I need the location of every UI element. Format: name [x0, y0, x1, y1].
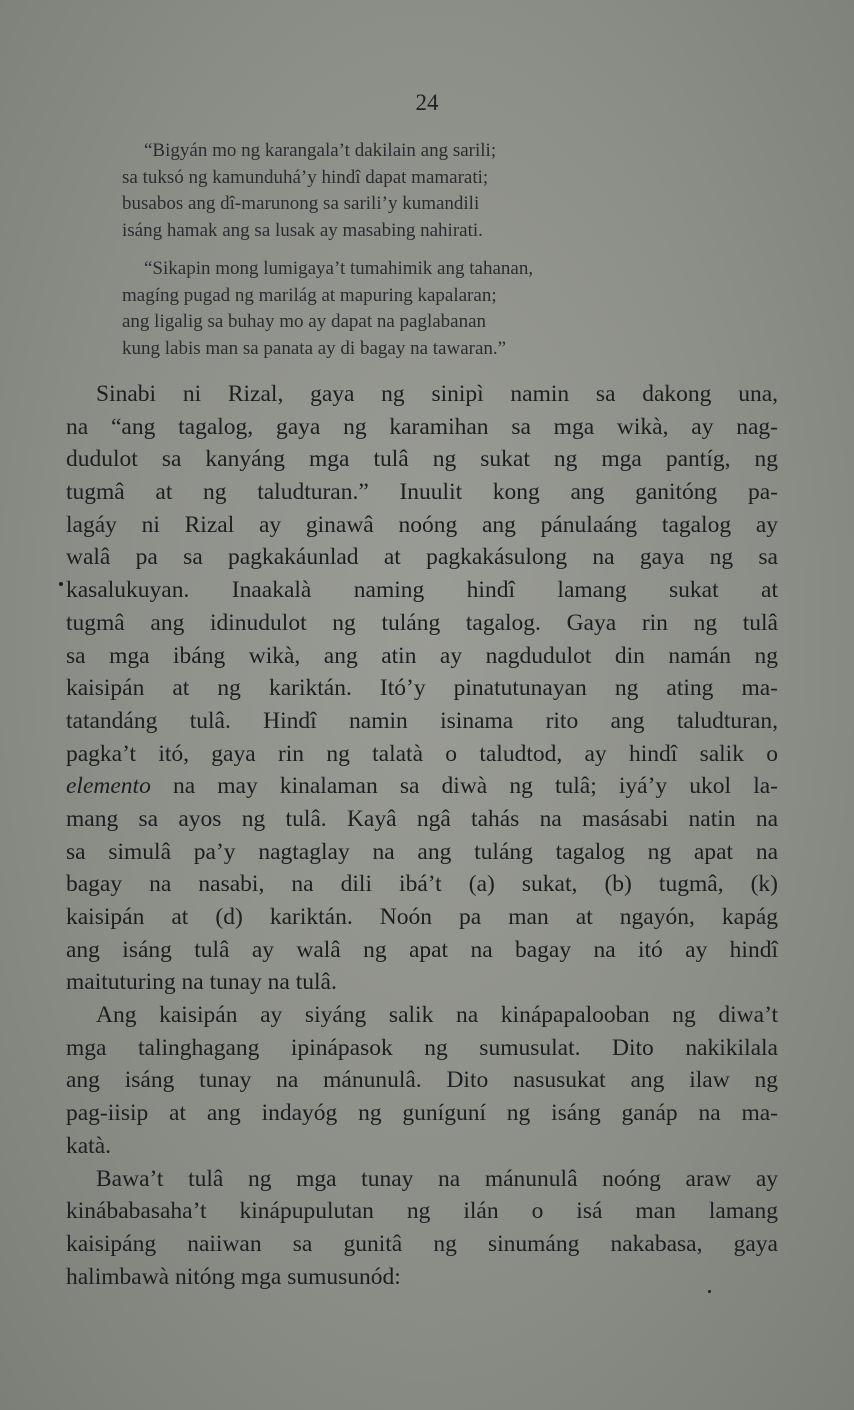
- poem-line: “Bigyán mo ng karangala’t dakilain ang sarili;: [144, 140, 497, 161]
- text-line: kaisipán at (d) kariktán. Noón pa man at ngayón, kapág: [66, 904, 778, 930]
- text-line: mang sa ayos ng tulâ. Kayâ ngâ tahás na masásabi natin na: [66, 805, 778, 832]
- page-number: 24: [415, 90, 439, 115]
- text-line: Bawa’t tulâ ng mga tunay na mánunulâ noóng araw ay: [96, 1165, 778, 1192]
- print-speck: [708, 1290, 711, 1293]
- text-line: tugmâ at ng taludturan.” Inuulit kong ang ganitóng pa-: [66, 479, 778, 506]
- text-line: lagáy ni Rizal ay ginawâ noóng ang pánulaáng tagalog ay: [66, 511, 778, 538]
- text-line: pagka’t itó, gaya rin ng talatà o taludtod, ay hindî salik o: [66, 740, 778, 767]
- text-line: sa simulâ pa’y nagtaglay na ang tuláng tagalog ng apat na: [66, 838, 778, 865]
- text-line: bagay na nasabi, na dili ibá’t (a) sukat, (b) tugmâ, (k): [66, 871, 778, 898]
- paragraph-2: [66, 999, 778, 1162]
- poem-quote: [122, 138, 682, 362]
- poem-line: sa tuksó ng kamunduhá’y hindî dapat mamarati;: [122, 166, 489, 188]
- poem-line: magíng pugad ng marilág at mapuring kapalaran;: [122, 284, 497, 306]
- text-line: na “ang tagalog, gaya ng karamihan sa mga wikà, ay nag-: [66, 413, 778, 440]
- poem-line: ang ligalig sa buhay mo ay dapat na paglabanan: [122, 311, 487, 332]
- text-line: kasalukuyan. Inaakalà naming hindî lamang sukat at: [66, 577, 778, 604]
- text-line: sa mga ibáng wikà, ang atin ay nagdudulot din namán ng: [66, 642, 778, 669]
- text-line: kaisipáng naiiwan sa gunitâ ng sinumáng nakabasa, gaya: [66, 1230, 778, 1257]
- text-line: kaisipán at ng kariktán. Itó’y pinatutunayan ng ating ma-: [66, 675, 778, 702]
- text-line: tugmâ ang idinudulot ng tuláng tagalog. Gaya rin ng tulâ: [66, 609, 778, 636]
- text-line: Sinabi ni Rizal, gaya ng sinipì namin sa dakong una,: [96, 381, 778, 407]
- text-line: halimbawà nitóng mga sumusunód:: [66, 1263, 401, 1290]
- poem-stanza-2: [122, 256, 682, 362]
- text-line: elemento na may kinalaman sa diwà ng tulâ; iyá’y ukol la-: [66, 773, 778, 800]
- body-text: [66, 378, 778, 1293]
- poem-line: kung labis man sa panata ay di bagay na tawaran.”: [122, 337, 507, 359]
- text-line: tatandáng tulâ. Hindî namin isinama rito ang taludturan,: [66, 707, 778, 734]
- text-line: ang isáng tunay na mánunulâ. Dito nasusukat ang ilaw ng: [66, 1067, 778, 1094]
- text-line: Ang kaisipán ay siyáng salik na kinápapalooban ng diwa’t: [96, 1002, 778, 1029]
- poem-line: isáng hamak ang sa lusak ay masabing nahirati.: [122, 219, 483, 241]
- text-line: maituturing na tunay na tulâ.: [66, 969, 337, 996]
- poem-stanza-1: [122, 138, 682, 244]
- print-speck: [59, 582, 63, 586]
- poem-line: busabos ang dî-marunong sa sarili’y kumandili: [122, 193, 480, 214]
- text-line: kinábabasaha’t kinápupulutan ng ilán o isá man lamang: [66, 1198, 778, 1225]
- paragraph-3: [66, 1163, 778, 1294]
- text-line: walâ pa sa pagkakáunlad at pagkakásulong na gaya ng sa: [66, 544, 778, 571]
- text-line: mga talinghagang ipinápasok ng sumusulat. Dito nakikilala: [66, 1034, 778, 1061]
- text-line: ang isáng tulâ ay walâ ng apat na bagay na itó ay hindî: [66, 936, 778, 963]
- text-line: pag-iisip at ang indayóg ng guníguní ng isáng ganáp na ma-: [66, 1100, 778, 1127]
- paragraph-1: [66, 378, 778, 999]
- poem-line: “Sikapin mong lumigaya’t tumahimik ang tahanan,: [144, 258, 534, 279]
- text-line: dudulot sa kanyáng mga tulâ ng sukat ng mga pantíg, ng: [66, 446, 778, 473]
- text-line: katà.: [66, 1132, 112, 1159]
